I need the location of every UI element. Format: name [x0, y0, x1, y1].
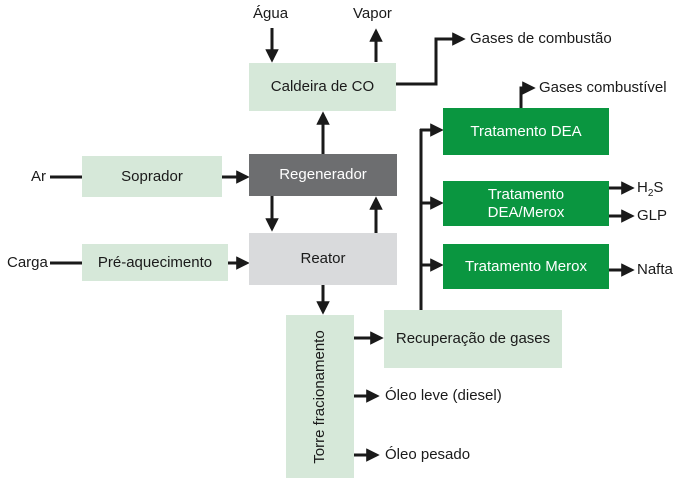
- output-nafta-label: Nafta: [637, 261, 673, 278]
- soprador-box: Soprador: [82, 156, 222, 197]
- pre-aquecimento-box: Pré-aquecimento: [82, 244, 228, 281]
- tratamento-dea-merox-box: Tratamento DEA/Merox: [443, 181, 609, 226]
- reator-box: Reator: [249, 233, 397, 285]
- output-gases-combustivel-label: Gases combustível: [539, 79, 667, 96]
- arrow-gases-combustivel: [521, 88, 533, 108]
- output-oleo-pesado-label: Óleo pesado: [385, 446, 471, 463]
- arrow-gases-combustao: [396, 39, 463, 84]
- output-oleo-leve-label: Óleo leve (diesel): [385, 387, 502, 404]
- torre-fracionamento-box: Torre fracionamento: [286, 315, 354, 478]
- output-h2s-label: $H_2S$: [637, 179, 664, 199]
- output-glp-label: GLP: [637, 207, 668, 224]
- output-vapor-label: Vapor: [353, 5, 392, 22]
- recuperacao-gases-box: Recuperação de gases: [384, 310, 562, 368]
- tratamento-dea-box: Tratamento DEA: [443, 108, 609, 155]
- regenerador-box: Regenerador: [249, 154, 397, 196]
- caldeira-co-box: Caldeira de CO: [249, 63, 396, 111]
- tratamento-merox-box: Tratamento Merox: [443, 244, 609, 289]
- input-agua-label: Água: [253, 5, 289, 22]
- output-gases-combustao-label: Gases de combustão: [470, 30, 612, 47]
- input-carga-label: Carga: [7, 254, 48, 271]
- input-ar-label: Ar: [31, 168, 46, 185]
